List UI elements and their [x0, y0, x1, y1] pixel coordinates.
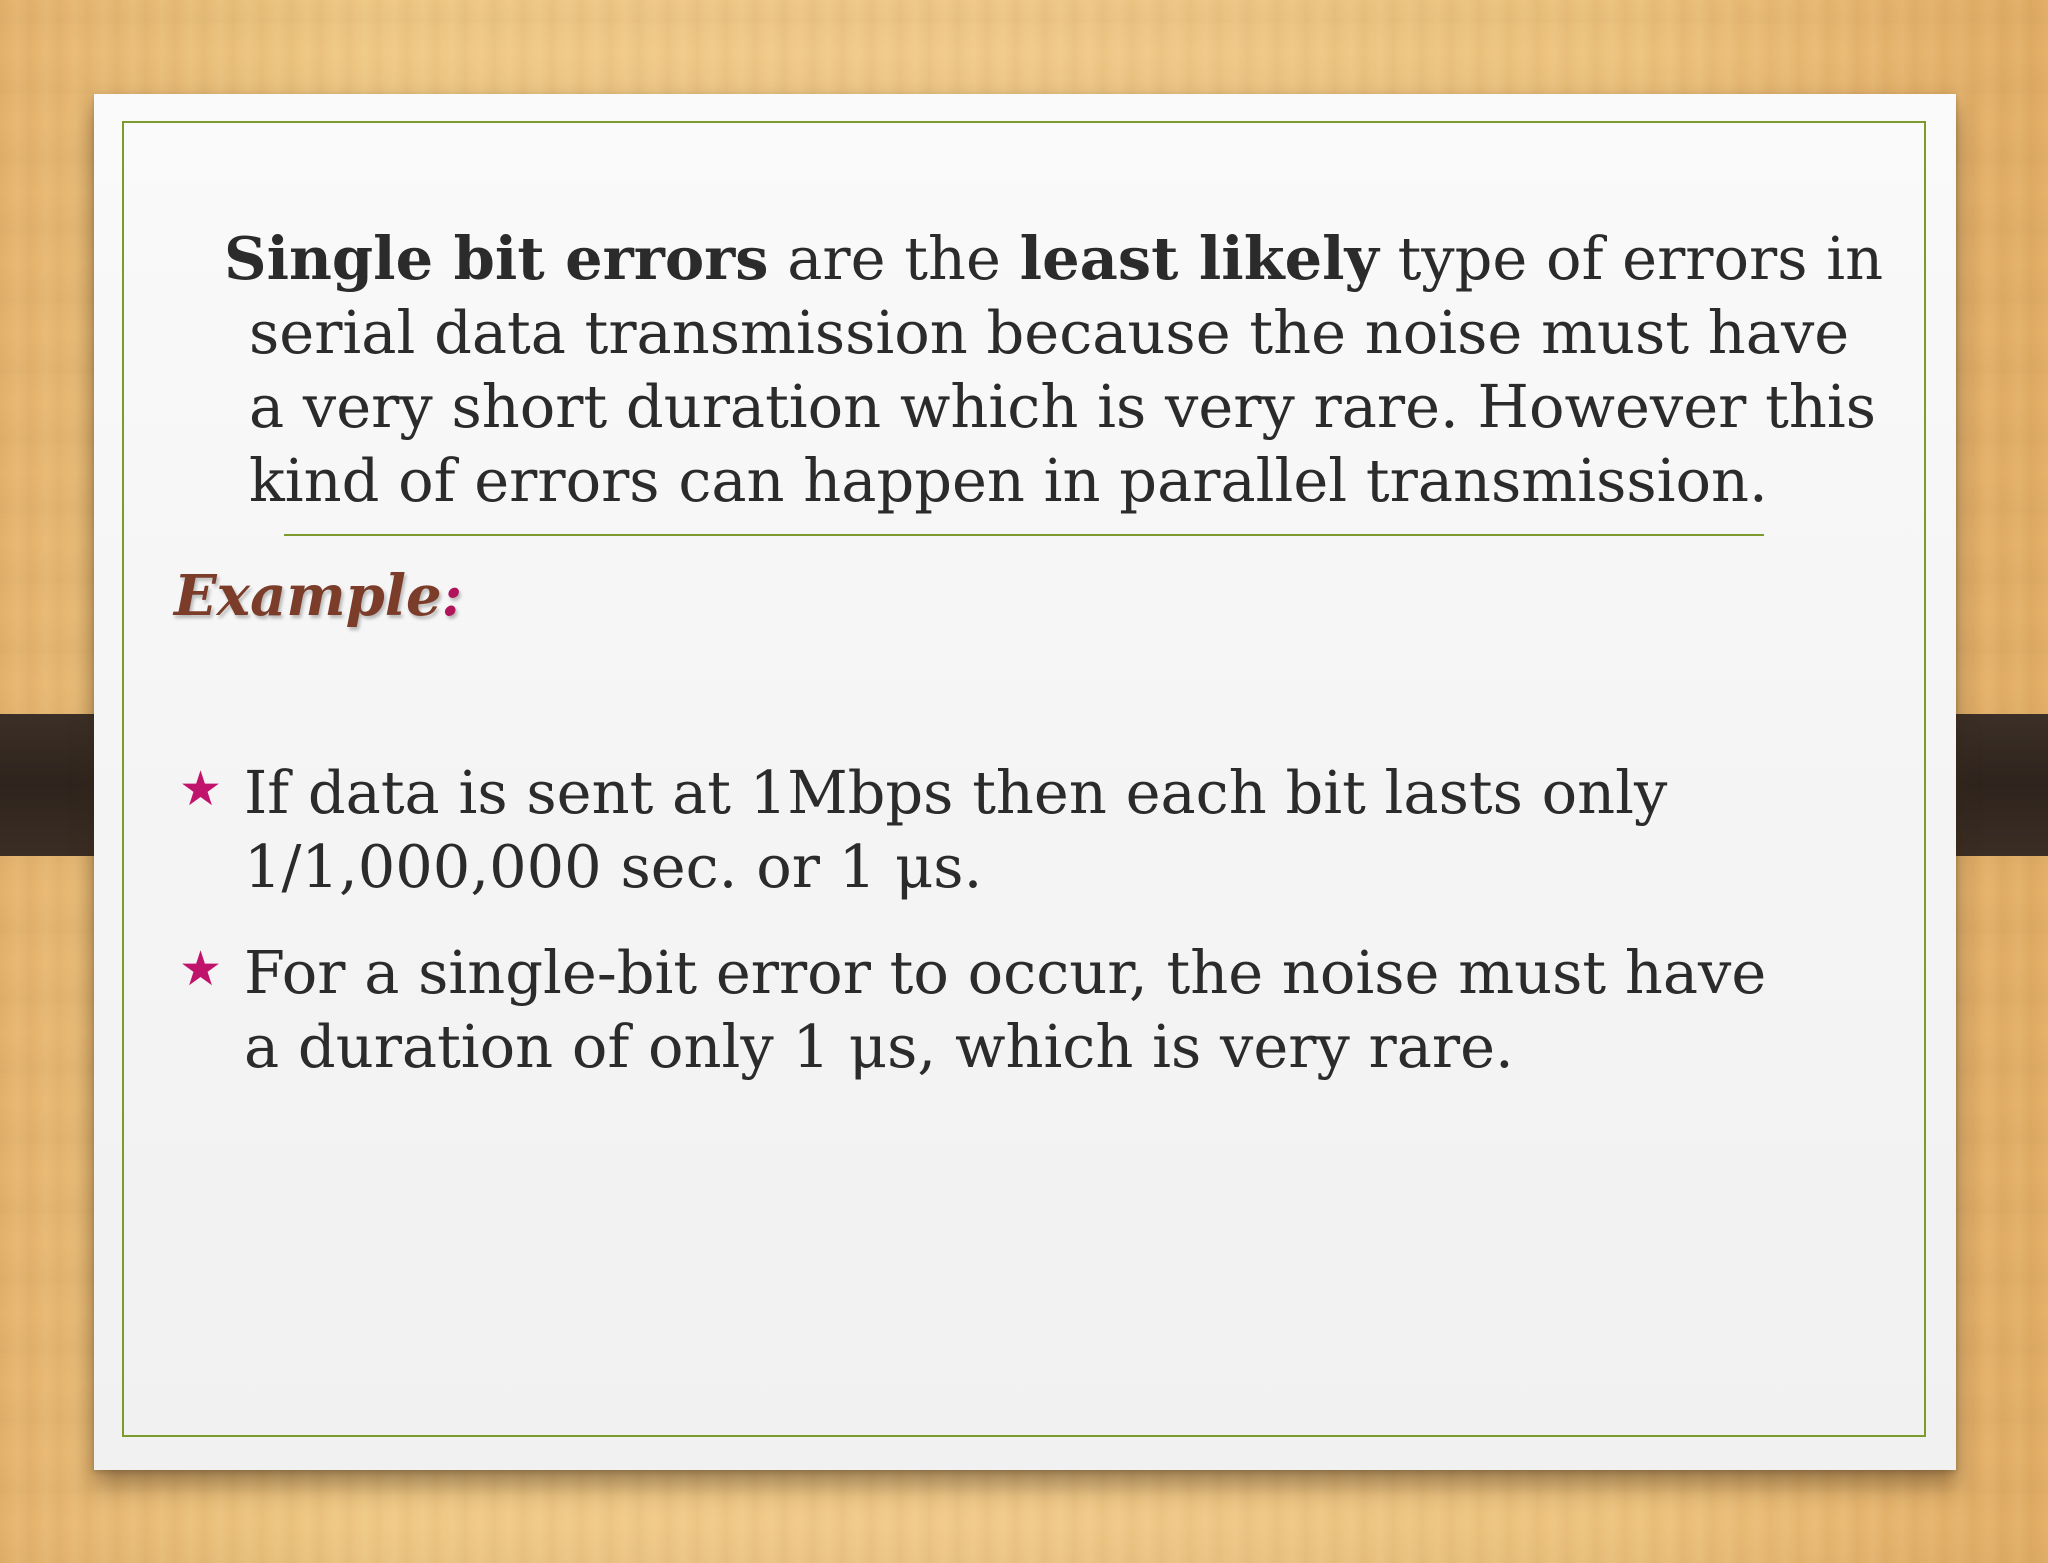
bullet-item: [179, 936, 1779, 1084]
divider-line: [284, 534, 1764, 536]
star-icon: ★: [179, 761, 223, 817]
example-label: Example: [174, 563, 442, 629]
example-colon: :: [441, 563, 463, 629]
intro-text-2: type of errors in serial data transmission because the noise must have a very short duration which is very rare. However this kind of errors can happen in parallel transmission.: [249, 224, 1884, 515]
example-heading: [174, 556, 462, 636]
bullet-text: For a single-bit error to occur, the noise must have a duration of only 1 μs, which is very rare.: [244, 938, 1767, 1081]
intro-paragraph: [224, 222, 1889, 518]
slide: [94, 94, 1956, 1470]
term-single-bit-errors: Single bit errors: [224, 224, 769, 293]
bullet-text: If data is sent at 1Mbps then each bit lasts only 1/1,000,000 sec. or 1 μs.: [244, 758, 1668, 901]
term-least-likely: least likely: [1019, 224, 1379, 293]
star-icon: ★: [179, 941, 223, 997]
bullet-item: [179, 756, 1779, 904]
intro-text-1: are the: [768, 224, 1020, 293]
